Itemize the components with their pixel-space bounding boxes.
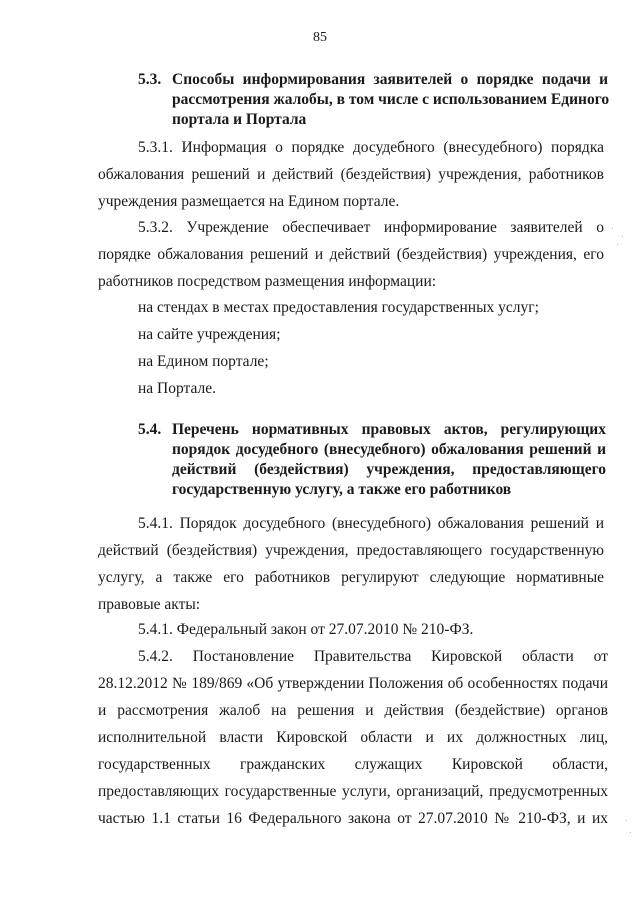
paragraph-line: учреждения размещается на Едином портале. bbox=[98, 193, 400, 210]
section-number: 5.4. bbox=[138, 421, 162, 438]
section-heading-5-3 bbox=[138, 70, 608, 130]
section-heading-5-4 bbox=[138, 420, 606, 500]
paragraph-line: исполнительной власти Кировской области и их должностных лиц, bbox=[98, 729, 608, 746]
heading-line: государственную услугу, а также его работников bbox=[172, 481, 512, 498]
scan-speck bbox=[630, 832, 631, 833]
paragraph-line: 5.4.1. Федеральный закон от 27.07.2010 № 210-ФЗ. bbox=[138, 621, 474, 638]
paragraph-line: порядке обжалования решений и действий (бездействия) учреждения, его bbox=[98, 246, 604, 263]
scan-speck bbox=[626, 820, 627, 821]
list-item: на Едином портале; bbox=[138, 353, 269, 370]
scan-speck bbox=[622, 236, 623, 237]
paragraph-line: услугу, а также его работников регулируют следующие нормативные bbox=[98, 569, 604, 586]
list-item: на Портале. bbox=[138, 380, 217, 397]
paragraph-5-4-1 bbox=[98, 510, 604, 618]
section-number: 5.3. bbox=[138, 71, 162, 88]
paragraph-5-4-1-law bbox=[138, 616, 604, 643]
heading-line: рассмотрения жалобы, в том числе с использованием Единого bbox=[172, 91, 610, 108]
list-item: на стендах в местах предоставления государственных услуг; bbox=[138, 299, 539, 316]
heading-line: Перечень нормативных правовых актов, регулирующих bbox=[172, 421, 606, 438]
paragraph-line: государственных гражданских служащих Кировской области, bbox=[98, 756, 608, 773]
paragraph-line: 5.4.1. Порядок досудебного (внесудебного) обжалования решений и bbox=[138, 515, 604, 532]
heading-line: порядок досудебного (внесудебного) обжалования решений и bbox=[172, 441, 606, 458]
paragraph-line: и рассмотрения жалоб на решения и действия (бездействие) органов bbox=[98, 702, 608, 719]
paragraph-line: работников посредством размещения информации: bbox=[98, 273, 437, 290]
paragraph-5-4-2 bbox=[98, 643, 608, 832]
list-item: на сайте учреждения; bbox=[138, 326, 281, 343]
paragraph-line: предоставляющих государственные услуги, организаций, предусмотренных bbox=[98, 783, 608, 800]
scan-speck bbox=[617, 244, 618, 245]
paragraph-5-3-2 bbox=[98, 214, 604, 295]
paragraph-line: обжалования решений и действий (бездействия) учреждения, работников bbox=[98, 166, 604, 183]
heading-line: действий (бездействия) учреждения, предоставляющего bbox=[172, 461, 606, 478]
paragraph-line: правовые акты: bbox=[98, 596, 201, 613]
paragraph-line: 28.12.2012 № 189/869 «Об утверждении Положения об особенностях подачи bbox=[98, 675, 608, 692]
paragraph-line: действий (бездействия) учреждения, предоставляющего государственную bbox=[98, 542, 604, 559]
page-number: 85 bbox=[313, 30, 327, 45]
paragraph-5-3-1 bbox=[98, 134, 604, 215]
info-placement-list bbox=[138, 294, 604, 402]
paragraph-line: 5.3.2. Учреждение обеспечивает информирование заявителей о bbox=[138, 219, 604, 236]
scan-speck bbox=[612, 228, 613, 229]
heading-line: портала и Портала bbox=[172, 111, 307, 128]
paragraph-line: 5.4.2. Постановление Правительства Кировской области от bbox=[138, 648, 608, 665]
paragraph-line: частью 1.1 статьи 16 Федерального закона от 27.07.2010 № 210-ФЗ, и их bbox=[98, 810, 608, 827]
heading-line: Способы информирования заявителей о порядке подачи и bbox=[172, 71, 608, 88]
paragraph-line: 5.3.1. Информация о порядке досудебного (внесудебного) порядка bbox=[138, 139, 604, 156]
